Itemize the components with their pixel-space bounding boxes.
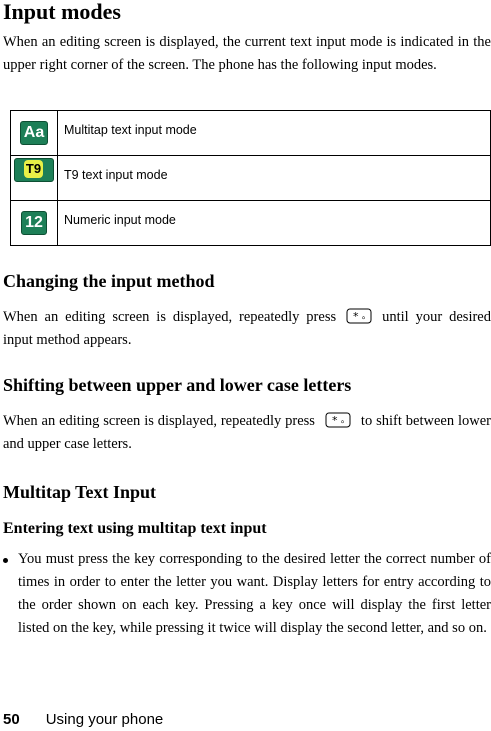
input-modes-table	[10, 110, 491, 246]
numeric-mode-icon: 12	[21, 211, 47, 235]
table-row	[11, 201, 491, 246]
svg-text:*: *	[353, 310, 359, 323]
mode-label: T9 text input mode	[58, 156, 491, 201]
multitap-mode-icon: Aa	[20, 121, 48, 145]
page-number: 50	[3, 711, 20, 728]
t9-language: En	[23, 182, 45, 200]
footer-section-title: Using your phone	[45, 711, 164, 728]
manual-page	[3, 0, 491, 731]
svg-text:*: *	[331, 414, 338, 427]
mode-label: Numeric input mode	[58, 201, 491, 246]
svg-text:⚪: ⚪	[361, 315, 367, 322]
section-heading-case-shift: Shifting between upper and lower case letters	[3, 375, 352, 395]
section-heading-multitap: Multitap Text Input	[3, 482, 157, 502]
bullet-icon	[3, 558, 8, 563]
mode-label: Multitap text input mode	[58, 111, 491, 156]
intro-paragraph: When an editing screen is displayed, the current text input mode is indicated in the upper right corner of the screen. The phone has the following input modes.	[3, 34, 491, 73]
page-title: Input modes	[3, 0, 121, 24]
table-row	[11, 111, 491, 156]
bullet-list	[3, 548, 491, 640]
page-footer	[3, 710, 163, 730]
section-paragraph-case-shift: When an editing screen is displayed, repeatedly press * ⚪ to shift between lower and upper case letters.	[3, 413, 491, 452]
section-paragraph-changing-input: When an editing screen is displayed, repeatedly press * ⚪ until your desired input method appears.	[3, 309, 491, 348]
svg-text:⚪: ⚪	[339, 419, 345, 426]
subheading-multitap-entry: Entering text using multitap text input	[3, 520, 267, 537]
star-key-icon	[346, 308, 372, 324]
list-item: You must press the key corresponding to the desired letter the correct number of times in order to enter the letter you want. Display letters for entry according to the order shown on each key. Pressing a key once will display the first letter listed on the key, while pressing it twice will display the second letter, and so on.	[3, 548, 491, 640]
t9-badge: T9	[25, 160, 42, 176]
table-row	[11, 156, 491, 201]
section-heading-changing-input: Changing the input method	[3, 271, 215, 291]
star-key-icon	[325, 412, 351, 428]
t9-mode-icon	[14, 158, 54, 200]
